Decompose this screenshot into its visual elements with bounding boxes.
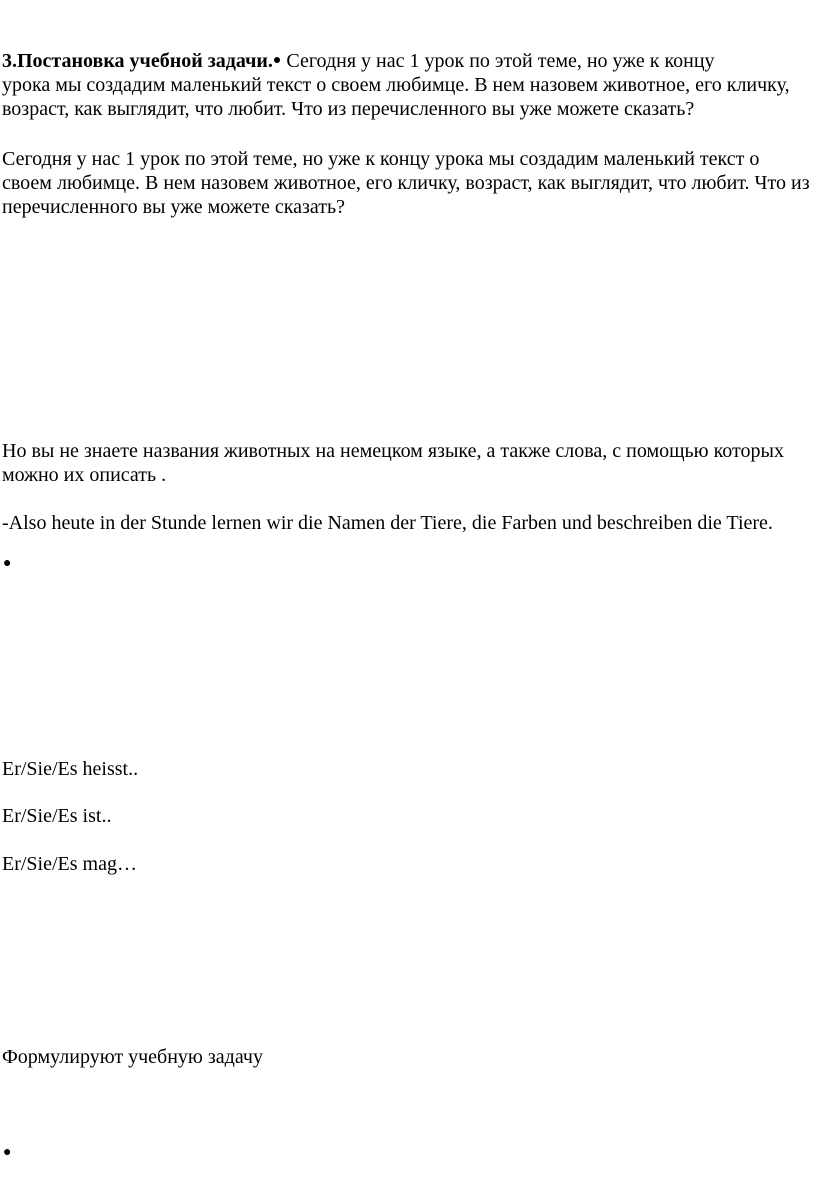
bullet-icon: ●	[3, 1145, 12, 1160]
phrase-name: Er/Sie/Es heisst..	[2, 758, 139, 780]
paragraph-unknown-words: Но вы не знаете названия животных на немецком языке, а также слова, с помощью которых можно их описать .	[2, 440, 784, 486]
phrase-is: Er/Sie/Es ist..	[2, 805, 112, 827]
section-body-text: урока мы создадим маленький текст о своем любимце. В нем назовем животное, его кличку, возраст, как выглядит, что любит. Что из перечисленного вы уже можете сказать?	[2, 74, 790, 120]
section-heading: 3.Постановка учебной задачи.	[2, 50, 273, 72]
bullet-icon: ●	[272, 53, 282, 68]
paragraph-german-goal: -Also heute in der Stunde lernen wir die Namen der Tiere, die Farben und beschreiben die Tiere.	[2, 512, 773, 534]
phrase-likes: Er/Sie/Es mag…	[2, 853, 137, 875]
section-intro-text: Сегодня у нас 1 урок по этой теме, но уже к концу	[281, 50, 715, 72]
paragraph-formulate-task: Формулируют учебную задачу	[2, 1046, 263, 1068]
paragraph-lesson-goal: Сегодня у нас 1 урок по этой теме, но уже к концу урока мы создадим маленький текст о своем любимце. В нем назовем животное, его кличку, возраст, как выглядит, что любит. Что из перечисленного вы уже можете сказать?	[2, 148, 810, 218]
bullet-icon: ●	[3, 556, 12, 571]
section-1	[2, 49, 814, 121]
